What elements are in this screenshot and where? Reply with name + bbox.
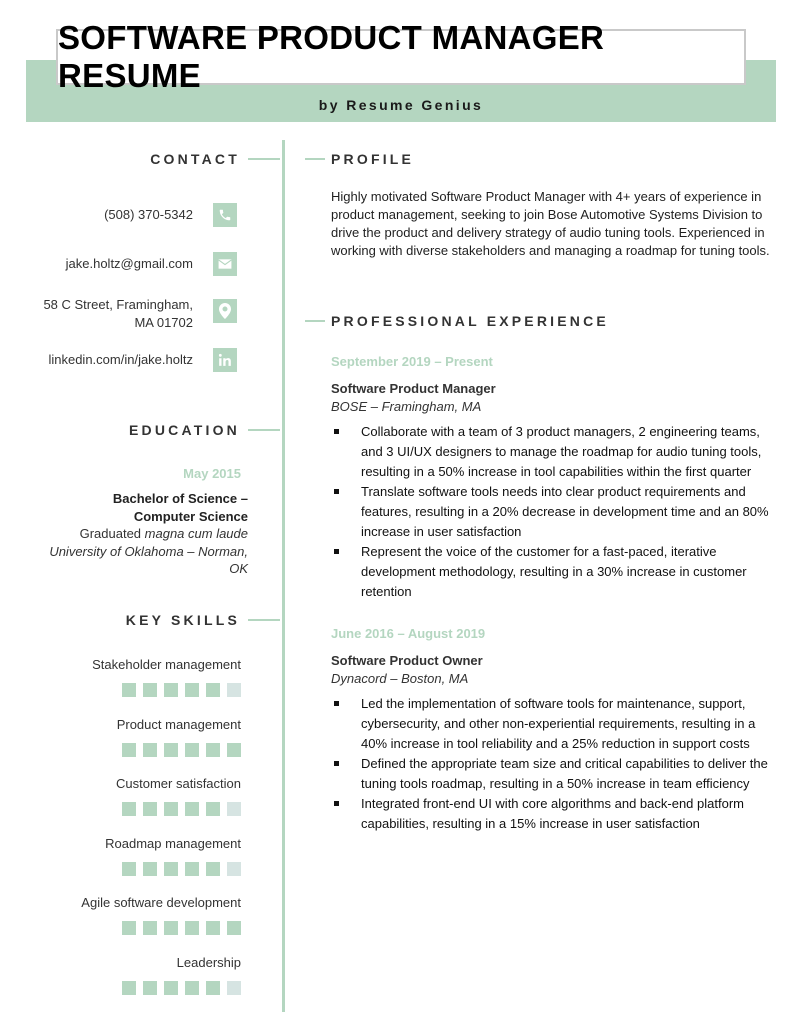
education-date: May 2015: [183, 466, 241, 481]
contact-heading-rule: [248, 158, 280, 160]
skill-level-filled: [122, 921, 136, 935]
resume-title: SOFTWARE PRODUCT MANAGER RESUME: [58, 19, 605, 94]
job-bullet: Collaborate with a team of 3 product managers, 2 engineering teams, and 3 UI/UX designers to manage the roadmap for audio tuning tools, resulting in a 50% increase in tool capabilities within the first quarter: [331, 422, 771, 482]
education-heading: EDUCATION: [129, 422, 240, 438]
contact-phone: (508) 370-5342: [104, 207, 193, 222]
skill-level-filled: [164, 743, 178, 757]
skill-level-empty: [227, 802, 241, 816]
job-title: Software Product Owner: [331, 653, 483, 668]
skill-level-filled: [206, 981, 220, 995]
skill-level-filled: [185, 743, 199, 757]
contact-heading: CONTACT: [150, 151, 240, 167]
skill-item: [11, 776, 241, 791]
skill-level-filled: [164, 981, 178, 995]
skill-level-meter: [122, 743, 241, 757]
skill-item: [11, 717, 241, 732]
experience-heading: PROFESSIONAL EXPERIENCE: [331, 313, 609, 329]
skill-level-empty: [227, 862, 241, 876]
skill-name: Roadmap management: [105, 835, 241, 851]
skill-level-filled: [143, 743, 157, 757]
skill-item: [11, 836, 241, 851]
skill-level-filled: [143, 802, 157, 816]
skills-heading-rule: [248, 619, 280, 621]
skill-level-filled: [185, 862, 199, 876]
skill-level-filled: [122, 981, 136, 995]
skill-level-filled: [227, 921, 241, 935]
experience-heading-rule: [305, 320, 325, 322]
contact-linkedin[interactable]: linkedin.com/in/jake.holtz: [48, 352, 193, 367]
skill-item: [11, 955, 241, 970]
skill-level-filled: [143, 683, 157, 697]
skill-level-filled: [122, 862, 136, 876]
job-title: Software Product Manager: [331, 381, 496, 396]
skill-level-meter: [122, 862, 241, 876]
skill-level-meter: [122, 981, 241, 995]
job-bullet: Translate software tools needs into clear product requirements and features, resulting in a 20% decrease in development time and an 80% increase in user satisfaction: [331, 482, 771, 542]
skill-name: Product management: [116, 716, 241, 732]
title-box: [56, 19, 746, 94]
job-dates: June 2016 – August 2019: [331, 626, 486, 641]
phone-icon: [213, 203, 237, 227]
skill-item: [11, 657, 241, 672]
job-bullet: Defined the appropriate team size and critical capabilities to deliver the tuning tools roadmap, resulting in a 50% increase in team efficiency: [331, 754, 771, 794]
skill-level-meter: [122, 921, 241, 935]
profile-heading-rule: [305, 158, 325, 160]
school-line-1: University of Oklahoma – Norman,: [49, 543, 248, 559]
skill-name: Stakeholder management: [92, 657, 241, 672]
job-bullet: Represent the voice of the customer for a fast-paced, iterative development methodology, resulting in a 30% increase in customer retention: [331, 542, 771, 602]
job-company: Dynacord – Boston, MA: [331, 671, 469, 686]
skill-level-filled: [164, 921, 178, 935]
skill-level-empty: [227, 981, 241, 995]
byline: by Resume Genius: [318, 97, 484, 113]
column-divider: [282, 140, 285, 1012]
contact-address: [43, 296, 193, 332]
skill-level-filled: [164, 862, 178, 876]
skill-level-filled: [227, 743, 241, 757]
location-pin-icon: [213, 299, 237, 323]
skill-level-filled: [185, 981, 199, 995]
skill-name: Leadership: [176, 954, 241, 970]
skill-level-filled: [122, 683, 136, 697]
job-bullets: [331, 694, 771, 834]
skill-level-meter: [122, 802, 241, 816]
skill-level-filled: [122, 802, 136, 816]
skill-level-meter: [122, 683, 241, 697]
job-bullets: [331, 422, 771, 602]
linkedin-icon: [213, 348, 237, 372]
skill-level-filled: [143, 921, 157, 935]
skill-level-filled: [185, 921, 199, 935]
email-icon: [213, 252, 237, 276]
education-heading-rule: [248, 429, 280, 431]
honors: Graduated magna cum laude: [79, 526, 248, 541]
skill-level-filled: [143, 862, 157, 876]
address-line-1: 58 C Street, Framingham,: [43, 297, 193, 312]
skill-level-filled: [206, 862, 220, 876]
school-line-2: OK: [229, 561, 248, 576]
skill-item: [11, 895, 241, 910]
skill-level-filled: [206, 921, 220, 935]
contact-email: jake.holtz@gmail.com: [65, 256, 193, 271]
skill-level-filled: [143, 981, 157, 995]
skill-level-filled: [164, 802, 178, 816]
address-line-2: MA 01702: [134, 315, 193, 330]
skill-level-filled: [206, 802, 220, 816]
skill-level-filled: [122, 743, 136, 757]
degree-line-1: Bachelor of Science –: [112, 491, 248, 506]
job-bullet: Led the implementation of software tools for maintenance, support, cybersecurity, and other non-experiential requirements, resulting in a 40% increase in tool reliability and a 25% reduction in support costs: [331, 694, 771, 754]
degree-line-2: Computer Science: [133, 508, 248, 524]
skill-name: Customer satisfaction: [116, 776, 241, 791]
skill-level-filled: [185, 802, 199, 816]
profile-heading: PROFILE: [331, 151, 415, 167]
skill-level-filled: [164, 683, 178, 697]
job-company: BOSE – Framingham, MA: [331, 399, 482, 414]
skills-heading: KEY SKILLS: [125, 612, 240, 628]
skill-level-filled: [206, 743, 220, 757]
skill-level-empty: [227, 683, 241, 697]
skill-level-filled: [185, 683, 199, 697]
job-bullet: Integrated front-end UI with core algorithms and back-end platform capabilities, resulting in a 15% increase in user satisfaction: [331, 794, 771, 834]
education-details: [18, 490, 248, 578]
skill-level-filled: [206, 683, 220, 697]
profile-summary: Highly motivated Software Product Manager with 4+ years of experience in product management, seeking to join Bose Automotive Systems Division to drive the product and delivery strategy of audio tuning tools. Experienced in working with diverse stakeholders and managing a roadmap for tuning tools.: [331, 189, 770, 258]
job-dates: September 2019 – Present: [331, 354, 493, 369]
skill-name: Agile software development: [81, 895, 241, 910]
